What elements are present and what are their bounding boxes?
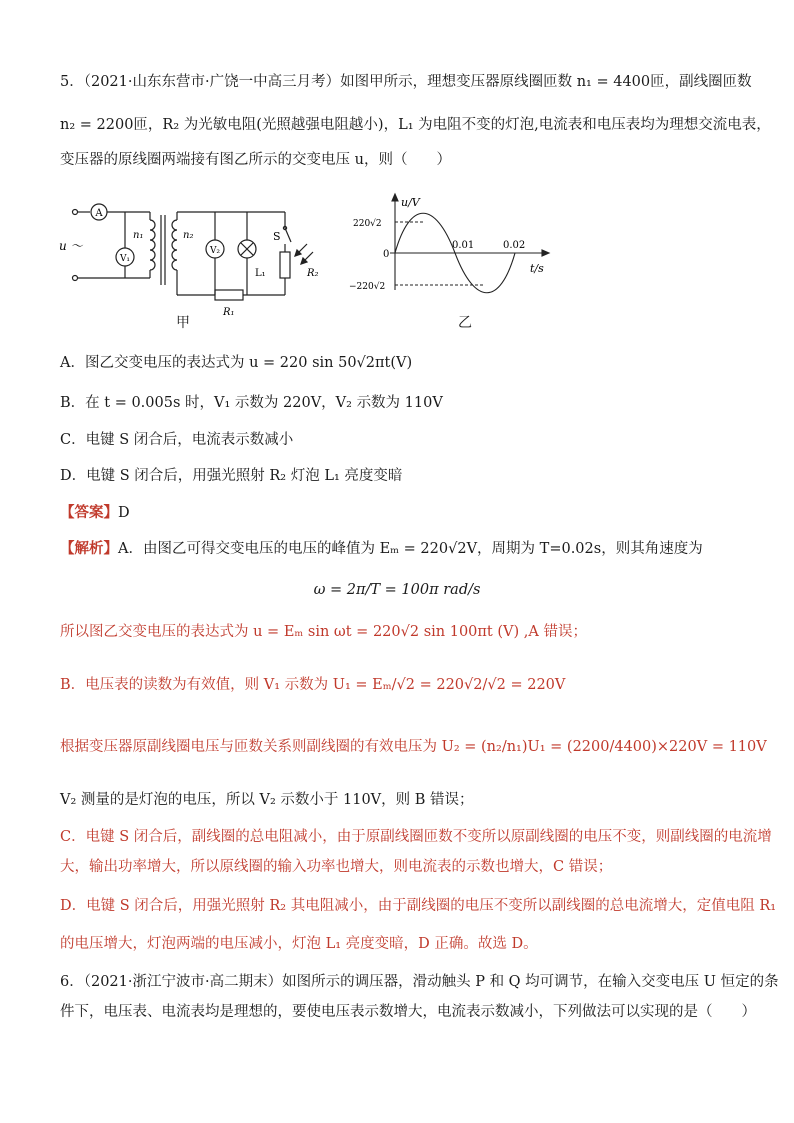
answer-line xyxy=(60,503,754,523)
option-a: A．图乙交变电压的表达式为 u = 220 sin 50√2πt(V) xyxy=(60,355,413,371)
n1-label: n₁ xyxy=(133,230,144,241)
analysis-line7: C．电键 S 闭合后，副线圈的总电阻减小，由于原副线圈匝数不变所以原副线圈的电压不变，则副线圈的电流增 xyxy=(60,829,772,845)
analysis-line10: 的电压增大，灯泡两端的电压减小，灯泡 L₁ 亮度变暗，D 正确。故选 D。 xyxy=(60,936,538,952)
figure-jia-caption: 甲 xyxy=(176,315,190,331)
switch-label: S xyxy=(273,230,281,243)
graph-ylabel: u/V xyxy=(401,196,420,209)
v1-label: V₁ xyxy=(119,254,131,264)
circuit-diagram xyxy=(55,190,345,330)
ytick-negative: −220√2 xyxy=(349,282,386,292)
option-c: C．电键 S 闭合后，电流表示数减小 xyxy=(60,432,294,448)
q5-stem-line2: n₂ = 2200匝，R₂ 为光敏电阻(光照越强电阻越小)，L₁ 为电阻不变的灯泡,电流表和电压表均为理想交流电表， xyxy=(60,117,771,133)
graph-xlabel: t/s xyxy=(530,262,544,275)
analysis-line6: V₂ 测量的是灯泡的电压，所以 V₂ 示数小于 110V，则 B 错误； xyxy=(60,792,474,808)
analysis-line5: 根据变压器原副线圈电压与匝数关系则副线圈的有效电压为 U₂ = (n₂/n₁)U₁ = (2200/4400)×220V = 110V xyxy=(60,739,767,755)
ytick-positive: 220√2 xyxy=(353,219,382,229)
q6-stem-line1: 6．（2021·浙江宁波市·高二期末）如图所示的调压器，滑动触头 P 和 Q 均可调节，在输入交变电压 U 恒定的条 xyxy=(60,974,779,990)
analysis-line4: B．电压表的读数为有效值，则 V₁ 示数为 U₁ = Eₘ/√2 = 220√2/√2 = 220V xyxy=(60,677,566,693)
u-source-label: u ～ xyxy=(59,239,83,253)
v2-label: V₂ xyxy=(209,246,221,256)
analysis-line3: 所以图乙交变电压的表达式为 u = Eₘ sin ωt = 220√2 sin 100πt (V) ,A 错误； xyxy=(60,624,587,640)
r1-label: R₁ xyxy=(223,307,235,318)
r2-label: R₂ xyxy=(307,268,319,279)
n2-label: n₂ xyxy=(183,230,194,241)
lamp-label: L₁ xyxy=(255,268,266,279)
analysis-line1 xyxy=(60,539,754,559)
answer-tag: 【答案】 xyxy=(60,504,118,521)
voltage-graph xyxy=(345,190,565,300)
analysis-line9: D．电键 S 闭合后，用强光照射 R₂ 其电阻减小，由于副线圈的电压不变所以副线圈的总电流增大，定值电阻 R₁ xyxy=(60,898,777,914)
q5-stem-line1: 5．（2021·山东东营市·广饶一中高三月考）如图甲所示，理想变压器原线圈匝数 n₁ = 4400匝，副线圈匝数 xyxy=(60,74,752,90)
q6-stem-line2: 件下，电压表、电流表均是理想的，要使电压表示数增大，电流表示数减小，下列做法可以实现的是（ ） xyxy=(60,1004,756,1020)
option-d: D．电键 S 闭合后，用强光照射 R₂ 灯泡 L₁ 亮度变暗 xyxy=(60,468,403,484)
analysis-omega-formula: ω = 2π/T = 100π rad/s xyxy=(313,582,481,598)
analysis-line8: 大，输出功率增大，所以原线圈的输入功率也增大，则电流表的示数也增大，C 错误； xyxy=(60,859,613,875)
figure-yi-caption: 乙 xyxy=(458,315,472,331)
analysis-a-text: A．由图乙可得交变电压的电压的峰值为 Eₘ = 220√2V，周期为 T=0.02s，则其角速度为 xyxy=(118,541,703,557)
xtick-001: 0.01 xyxy=(452,240,475,251)
analysis-tag: 【解析】 xyxy=(60,540,118,557)
ammeter-label: A xyxy=(95,208,103,219)
xtick-002: 0.02 xyxy=(503,240,526,251)
ytick-zero: 0 xyxy=(383,249,390,260)
q5-stem-line3: 变压器的原线圈两端接有图乙所示的交变电压 u，则（ ） xyxy=(60,152,451,168)
option-b: B．在 t = 0.005s 时，V₁ 示数为 220V，V₂ 示数为 110V xyxy=(60,395,443,411)
answer-value: D xyxy=(118,505,130,521)
